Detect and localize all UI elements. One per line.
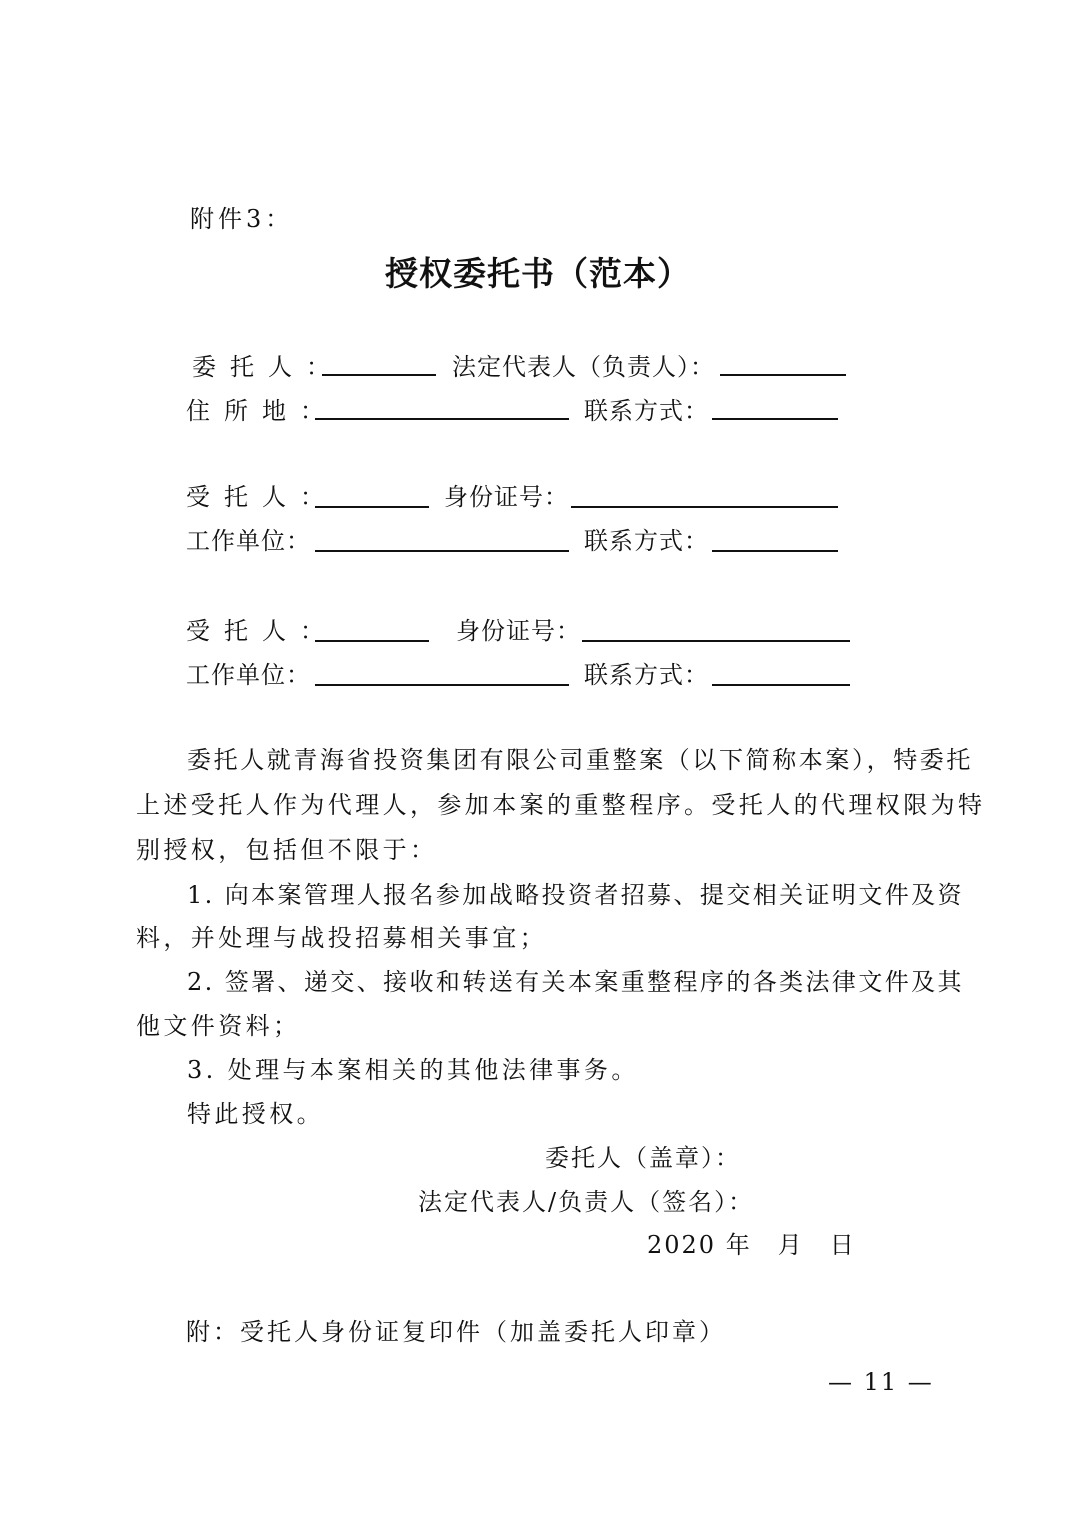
agent-contact-field[interactable]: [712, 550, 838, 552]
principal-field[interactable]: [322, 374, 436, 376]
scope-item-3: 3. 处理与本案相关的其他法律事务。: [187, 1056, 639, 1084]
legal-rep-label: 法定代表人（负责人）：: [452, 353, 715, 381]
intro-line: 委托人就青海省投资集团有限公司重整案（以下简称本案），特委托: [187, 746, 973, 774]
id-number-label: 身份证号：: [456, 617, 581, 645]
closing-text: 特此授权。: [187, 1100, 324, 1128]
principal-contact-label: 联系方式：: [584, 397, 709, 425]
principal-label: 委托人：: [192, 353, 344, 381]
page-number: — 11 —: [828, 1368, 934, 1396]
work-unit-field[interactable]: [315, 550, 569, 552]
work-unit-field[interactable]: [315, 684, 569, 686]
signature-label: 法定代表人/负责人（签名）：: [418, 1188, 755, 1216]
intro-line: 上述受托人作为代理人，参加本案的重整程序。受托人的代理权限为特: [136, 791, 986, 819]
principal-contact-field[interactable]: [712, 418, 838, 420]
id-number-field[interactable]: [582, 640, 850, 642]
agent-name-field[interactable]: [315, 506, 429, 508]
scope-item-2-cont: 他文件资料；: [136, 1012, 301, 1040]
intro-line: 别授权，包括但不限于：: [136, 836, 438, 864]
agent-contact-label: 联系方式：: [584, 527, 709, 555]
agent-label: 受托人：: [186, 617, 338, 645]
agent-label: 受托人：: [186, 483, 338, 511]
id-number-label: 身份证号：: [444, 483, 569, 511]
agent-contact-field[interactable]: [712, 684, 850, 686]
legal-rep-field[interactable]: [720, 374, 846, 376]
address-label: 住所地：: [186, 397, 338, 425]
document-title: 授权委托书（范本）: [385, 254, 691, 293]
seal-label: 委托人（盖章）：: [545, 1144, 741, 1172]
scope-item-2: 2. 签署、递交、接收和转送有关本案重整程序的各类法律文件及其: [187, 968, 964, 996]
work-unit-label: 工作单位：: [186, 527, 311, 555]
date-line: 2020 年 月 日: [647, 1231, 856, 1259]
agent-name-field[interactable]: [315, 640, 429, 642]
scope-item-1: 1. 向本案管理人报名参加战略投资者招募、提交相关证明文件及资: [187, 881, 964, 909]
footnote: 附：受托人身份证复印件（加盖委托人印章）: [186, 1318, 726, 1346]
address-field[interactable]: [315, 418, 569, 420]
id-number-field[interactable]: [571, 506, 838, 508]
work-unit-label: 工作单位：: [186, 661, 311, 689]
scope-item-1-cont: 料，并处理与战投招募相关事宜；: [136, 924, 547, 952]
attachment-label: 附件3：: [190, 205, 294, 233]
agent-contact-label: 联系方式：: [584, 661, 709, 689]
